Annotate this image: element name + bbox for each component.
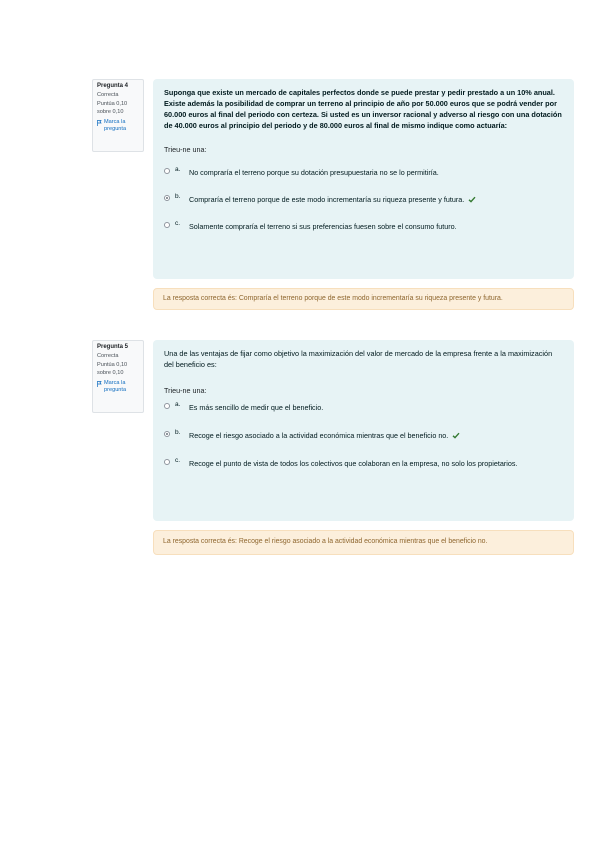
question-score: Puntúa 0,10 sobre 0,10 bbox=[97, 362, 128, 376]
question-info-4 bbox=[92, 79, 144, 152]
radio-button[interactable] bbox=[164, 431, 170, 437]
radio-button[interactable] bbox=[164, 195, 170, 201]
question-content-5 bbox=[153, 340, 574, 521]
question-status: Correcta bbox=[97, 92, 119, 99]
radio-button[interactable] bbox=[164, 168, 170, 174]
question-status: Correcta bbox=[97, 353, 119, 360]
answer-prompt: Trieu-ne una: bbox=[164, 386, 207, 395]
answer-option-b[interactable] bbox=[164, 195, 563, 205]
option-letter: a. bbox=[175, 166, 181, 173]
radio-button[interactable] bbox=[164, 403, 170, 409]
option-letter: b. bbox=[175, 193, 181, 200]
option-text: Compraría el terreno porque de este modo incrementaría su riqueza presente y futura. bbox=[189, 195, 465, 204]
option-text: Es más sencillo de medir que el beneficio. bbox=[189, 403, 324, 412]
flag-icon bbox=[97, 381, 102, 387]
check-icon bbox=[452, 432, 460, 439]
radio-button[interactable] bbox=[164, 459, 170, 465]
answer-prompt: Trieu-ne una: bbox=[164, 145, 207, 154]
question-info-5 bbox=[92, 340, 144, 413]
option-letter: c. bbox=[175, 457, 181, 464]
question-text: Una de las ventajas de fijar como objetivo la maximización del valor de mercado de la empresa frente a la maximización del beneficio es: bbox=[164, 349, 553, 369]
check-icon bbox=[468, 196, 476, 203]
option-text: Solamente compraría el terreno si sus preferencias fuesen sobre el consumo futuro. bbox=[189, 222, 457, 231]
correct-answer-feedback-4: La resposta correcta és: Compraría el terreno porque de este modo incrementaría su riqueza presente y futura. bbox=[153, 288, 574, 310]
option-letter: b. bbox=[175, 429, 181, 436]
option-text: Recoge el riesgo asociado a la actividad económica mientras que el beneficio no. bbox=[189, 431, 449, 440]
question-number: Pregunta 4 bbox=[97, 83, 128, 89]
option-text: No compraría el terreno porque su dotación presupuestaria no se lo permitiría. bbox=[189, 168, 439, 177]
answer-option-c[interactable] bbox=[164, 459, 563, 469]
flag-question-link[interactable]: Marca la pregunta bbox=[97, 119, 139, 133]
answer-option-c[interactable] bbox=[164, 222, 563, 232]
question-score: Puntúa 0,10 sobre 0,10 bbox=[97, 101, 128, 115]
question-content-4 bbox=[153, 79, 574, 279]
answer-option-a[interactable] bbox=[164, 403, 563, 413]
flag-icon bbox=[97, 120, 102, 126]
correct-answer-feedback-5: La resposta correcta és: Recoge el riesgo asociado a la actividad económica mientras que el beneficio no. bbox=[153, 530, 574, 555]
option-letter: a. bbox=[175, 401, 181, 408]
radio-button[interactable] bbox=[164, 222, 170, 228]
question-text: Suponga que existe un mercado de capitales perfectos donde se puede prestar y pedir prestado a un 10% anual. Existe además la posibilidad de comprar un terreno al principio de año por 50.000 euros que se podrá vender por 60.000 euros al final del periodo con certeza. Si usted es un inversor racional y adverso al riesgo con una dotación de 40.000 euros al principio del periodo y de 80.000 euros al final de mismo indique como actuaría: bbox=[164, 88, 562, 130]
option-text: Recoge el punto de vista de todos los colectivos que colaboran en la empresa, no solo los propietarios. bbox=[189, 459, 518, 468]
answer-option-a[interactable] bbox=[164, 168, 563, 178]
answer-option-b[interactable] bbox=[164, 431, 563, 441]
question-number: Pregunta 5 bbox=[97, 344, 128, 350]
option-letter: c. bbox=[175, 220, 181, 227]
flag-question-link[interactable]: Marca la pregunta bbox=[97, 380, 139, 394]
